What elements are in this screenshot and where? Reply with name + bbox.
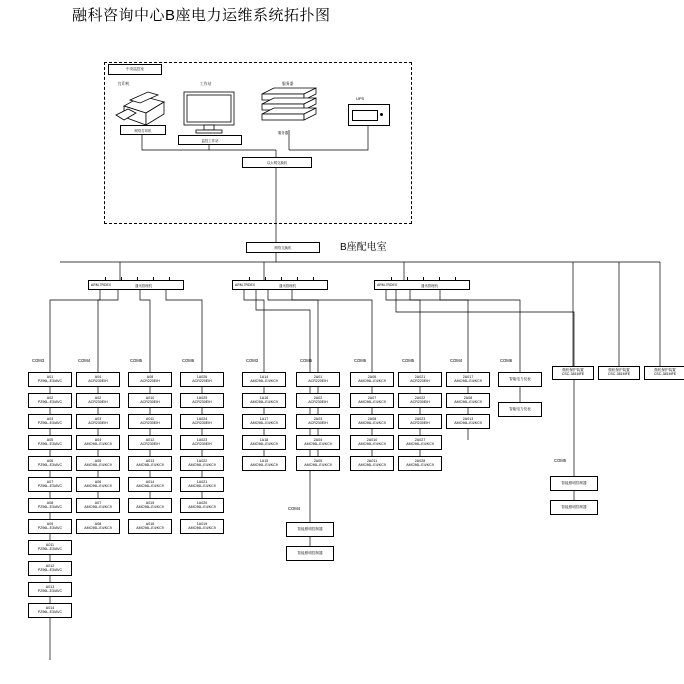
relay-label: 微机保护装置: [562, 368, 584, 373]
meter-box[interactable]: [398, 414, 442, 429]
meter-tag: A012: [45, 563, 55, 568]
meter-box[interactable]: [242, 414, 286, 429]
meter-tag: A014: [45, 605, 55, 610]
meter-tag: A07: [46, 479, 54, 484]
meter-model: 智能照明控制器: [297, 526, 323, 531]
protection-relay-2[interactable]: [598, 366, 640, 380]
meter-model: AMC96L-E4/KC9: [84, 483, 112, 488]
meter-model: ACR230EIH: [140, 420, 160, 425]
meter-model: 智能照明控制器: [561, 504, 587, 509]
port-label-com6-9: COM6: [500, 358, 513, 363]
gateway-model: ARM-7RDEX: [235, 282, 255, 287]
meter-box[interactable]: [128, 414, 172, 429]
bus-tick: [249, 277, 250, 281]
relay-label: 微机保护装置: [654, 368, 676, 373]
workstation-icon: [178, 88, 240, 136]
meter-box[interactable]: [180, 435, 224, 450]
meter-model: AMC96L-E4/KC9: [84, 504, 112, 509]
meter-model: AMC96L-E4/KC9: [358, 399, 386, 404]
protection-relay-3[interactable]: [644, 366, 684, 380]
meter-box[interactable]: [76, 372, 120, 387]
meter-box[interactable]: [398, 435, 442, 450]
meter-box[interactable]: [350, 372, 394, 387]
b-block-power-room-label: B座配电室: [340, 242, 387, 253]
meter-box[interactable]: [350, 393, 394, 408]
meter-tag: A04: [94, 437, 102, 442]
meter-box[interactable]: [180, 498, 224, 513]
ups-led-icon: [380, 113, 383, 116]
meter-tag: 1A025: [196, 395, 208, 400]
meter-box[interactable]: [76, 498, 120, 513]
meter-box[interactable]: [128, 498, 172, 513]
meter-model: 智能电力仪表: [509, 376, 531, 381]
meter-box[interactable]: [286, 522, 334, 537]
port-label-com3-0: COM3: [32, 358, 45, 363]
meter-tag: 2A017: [462, 374, 474, 379]
meter-box[interactable]: [550, 500, 598, 515]
meter-tag: 2A027: [414, 437, 426, 442]
meter-tag: A08: [46, 500, 54, 505]
meter-model: AMC96L-E4/KC9: [304, 462, 332, 467]
printer-icon: [112, 90, 170, 130]
meter-tag: A011: [145, 416, 155, 421]
meter-model: ACR230EIH: [140, 399, 160, 404]
meter-model: AMC96L-E4/KC9: [406, 441, 434, 446]
meter-model: ACR230EIH: [192, 399, 212, 404]
meter-model: ACR220EIH: [410, 378, 430, 383]
meter-model: ACR220EIH: [140, 378, 160, 383]
meter-tag: A016: [145, 521, 155, 526]
meter-tag: 2A07: [367, 395, 377, 400]
meter-tag: A012: [145, 437, 155, 442]
meter-box[interactable]: [76, 435, 120, 450]
meter-model: AMC96L-E4/KC9: [358, 378, 386, 383]
meter-box[interactable]: [180, 456, 224, 471]
meter-box[interactable]: [180, 414, 224, 429]
meter-tag: 2A04: [313, 437, 323, 442]
printer-caption: 网络打印机: [120, 125, 166, 135]
meter-box[interactable]: [296, 414, 340, 429]
meter-box[interactable]: [296, 372, 340, 387]
meter-model: AMC96L-E4/KC9: [84, 525, 112, 530]
meter-box[interactable]: [350, 435, 394, 450]
bus-tick: [105, 277, 106, 281]
port-label-com5-2: COM5: [130, 358, 143, 363]
meter-box[interactable]: [76, 456, 120, 471]
meter-box[interactable]: [28, 582, 72, 597]
ups-panel: [352, 110, 378, 121]
bus-tick: [265, 277, 266, 281]
bus-tick: [455, 277, 456, 281]
meter-tag: A03: [46, 416, 54, 421]
meter-model: PZ96L-E3/AVC: [37, 483, 63, 488]
port-label-com3-4: COM3: [246, 358, 259, 363]
meter-tag: A02: [46, 395, 54, 400]
meter-tag: 1A020: [196, 500, 208, 505]
meter-tag: 1A14: [259, 374, 269, 379]
meter-box[interactable]: [76, 393, 120, 408]
meter-tag: 1A023: [196, 437, 208, 442]
bus-tick: [313, 277, 314, 281]
meter-tag: A05: [46, 437, 54, 442]
meter-box[interactable]: [242, 456, 286, 471]
meter-model: ACR230EIH: [308, 399, 328, 404]
meter-model: ACR230EIH: [192, 420, 212, 425]
workstation-caption: 监控工作站: [178, 135, 242, 145]
meter-box[interactable]: [128, 372, 172, 387]
relay-model: CSC-381MFE: [561, 372, 585, 376]
meter-model: 智能照明控制器: [561, 480, 587, 485]
meter-box[interactable]: [28, 414, 72, 429]
relay-model: CSC-381MFE: [607, 372, 631, 376]
port-label-com4-10: COM4: [288, 506, 301, 511]
meter-box[interactable]: [180, 519, 224, 534]
bus-tick: [281, 277, 282, 281]
meter-model: PZ96L-E3/AVC: [37, 399, 63, 404]
meter-tag: A01: [46, 374, 54, 379]
meter-model: ACR230EIH: [88, 420, 108, 425]
meter-tag: 1A021: [196, 479, 208, 484]
meter-model: AMC96L-E4/KC9: [454, 420, 482, 425]
relay-model: CSC-381MFE: [653, 372, 677, 376]
printer-title: 打印机: [118, 82, 130, 86]
meter-tag: 2A05: [313, 458, 323, 463]
meter-model: ACR230EIH: [88, 399, 108, 404]
meter-box[interactable]: [28, 498, 72, 513]
meter-box[interactable]: [242, 372, 286, 387]
meter-tag: A015: [145, 500, 155, 505]
meter-box[interactable]: [498, 402, 542, 417]
server-title: 服务器: [282, 82, 294, 86]
meter-tag: 2A028: [414, 458, 426, 463]
meter-tag: 1A18: [259, 437, 269, 442]
meter-box[interactable]: [296, 393, 340, 408]
meter-box[interactable]: [76, 477, 120, 492]
meter-model: AMC96L-E4/KC9: [188, 504, 216, 509]
meter-tag: 1A022: [196, 458, 208, 463]
meter-model: AMC96L-E4/KC9: [84, 441, 112, 446]
meter-model: AMC96L-E4/KC9: [136, 462, 164, 467]
meter-model: AMC96L-E4/KC9: [250, 462, 278, 467]
gateway-model: ARM-7RDEX: [91, 282, 111, 287]
meter-model: PZ96L-E3/AVC: [37, 420, 63, 425]
bus-tick: [439, 277, 440, 281]
meter-model: PZ96L-E3/AVC: [37, 441, 63, 446]
meter-model: ACR220EIH: [308, 378, 328, 383]
meter-model: AMC96L-E4/KC9: [454, 399, 482, 404]
meter-model: AMC96L-E4/KC9: [250, 441, 278, 446]
control-room-label: 中央监控室: [108, 64, 162, 75]
meter-model: AMC96L-E4/KC9: [358, 462, 386, 467]
meter-box[interactable]: [180, 372, 224, 387]
meter-tag: A07: [94, 500, 102, 505]
bus-tick: [391, 277, 392, 281]
meter-tag: 1A019: [196, 521, 208, 526]
meter-tag: 2A03: [313, 416, 323, 421]
meter-model: AMC96L-E4/KC9: [136, 525, 164, 530]
meter-tag: A09: [46, 521, 54, 526]
meter-model: PZ96L-E3/AVC: [37, 546, 63, 551]
meter-box[interactable]: [28, 561, 72, 576]
network-switch[interactable]: 网络交换机: [246, 242, 320, 253]
meter-tag: 2A08: [367, 416, 377, 421]
ups-label: UPS: [356, 96, 365, 101]
meter-model: AMC96L-E4/KC9: [358, 441, 386, 446]
meter-box[interactable]: [242, 435, 286, 450]
meter-model: ACR230EIH: [88, 378, 108, 383]
port-label-com4-1: COM4: [78, 358, 91, 363]
meter-model: ACR230EIH: [410, 399, 430, 404]
meter-box[interactable]: [76, 519, 120, 534]
meter-tag: A013: [145, 458, 155, 463]
meter-box[interactable]: [296, 435, 340, 450]
meter-tag: 1A16: [259, 395, 269, 400]
bus-tick: [407, 277, 408, 281]
bus-tick: [423, 277, 424, 281]
meter-model: AMC96L-E4/KC9: [136, 504, 164, 509]
meter-tag: A05: [94, 458, 102, 463]
meter-tag: 2A011: [366, 458, 378, 463]
port-label-com5-11: COM5: [554, 458, 567, 463]
gateway-label: 通讯管理机: [135, 283, 152, 288]
meter-box[interactable]: [398, 393, 442, 408]
meter-model: ACR230EIH: [140, 441, 160, 446]
meter-model: AMC96L-E4/KC9: [136, 483, 164, 488]
meter-box[interactable]: [350, 456, 394, 471]
port-label-com4-8: COM4: [450, 358, 463, 363]
workstation-title: 工作站: [200, 82, 212, 86]
meter-tag: A06: [94, 479, 102, 484]
meter-box[interactable]: [28, 435, 72, 450]
meter-model: PZ96L-E3/AVC: [37, 609, 63, 614]
meter-box[interactable]: [180, 477, 224, 492]
meter-tag: A011: [45, 542, 55, 547]
meter-model: ACR220EIH: [192, 378, 212, 383]
port-label-com6-6: COM6: [354, 358, 367, 363]
relay-label: 微机保护装置: [608, 368, 630, 373]
meter-model: ACR230EIH: [192, 441, 212, 446]
meter-tag: 1A17: [259, 416, 269, 421]
meter-box[interactable]: [76, 414, 120, 429]
meter-box[interactable]: [128, 477, 172, 492]
port-label-com5-7: COM5: [402, 358, 415, 363]
meter-tag: A08: [94, 521, 102, 526]
meter-box[interactable]: [28, 603, 72, 618]
gateway-label: 通讯管理机: [279, 283, 296, 288]
meter-box[interactable]: [128, 435, 172, 450]
meter-box[interactable]: [498, 372, 542, 387]
meter-tag: 2A02: [313, 395, 323, 400]
meter-model: PZ96L-E3/AVC: [37, 378, 63, 383]
meter-tag: 1A15: [259, 458, 269, 463]
communication-gateway-3[interactable]: [374, 280, 470, 290]
meter-box[interactable]: [398, 372, 442, 387]
meter-tag: A010: [145, 395, 155, 400]
meter-box[interactable]: [242, 393, 286, 408]
meter-model: ACR230EIH: [308, 420, 328, 425]
meter-tag: 1A024: [196, 416, 208, 421]
meter-box[interactable]: [128, 456, 172, 471]
meter-model: AMC96L-E4/KC9: [454, 378, 482, 383]
bus-tick: [297, 277, 298, 281]
meter-model: 智能电力仪表: [509, 406, 531, 411]
meter-model: AMC96L-E4/KC9: [250, 420, 278, 425]
meter-model: AMC96L-E4/KC9: [358, 420, 386, 425]
meter-tag: A04: [94, 374, 102, 379]
meter-model: PZ96L-E3/AVC: [37, 567, 63, 572]
bus-tick: [121, 277, 122, 281]
meter-tag: A06: [46, 458, 54, 463]
meter-box[interactable]: [28, 372, 72, 387]
meter-model: AMC96L-E4/KC9: [250, 378, 278, 383]
bus-tick: [153, 277, 154, 281]
meter-box[interactable]: [28, 519, 72, 534]
meter-model: AMC96L-E4/KC9: [250, 399, 278, 404]
meter-tag: 2A013: [462, 416, 474, 421]
meter-tag: 2A08: [463, 395, 473, 400]
meter-box[interactable]: [180, 393, 224, 408]
meter-box[interactable]: [28, 540, 72, 555]
meter-tag: 2A021: [414, 374, 426, 379]
gateway-model: ARM-7RDEX: [377, 282, 397, 287]
ethernet-switch[interactable]: 以太网交换机: [242, 157, 312, 168]
meter-model: PZ96L-E3/AVC: [37, 504, 63, 509]
meter-box[interactable]: [28, 393, 72, 408]
port-label-com6-3: COM6: [182, 358, 195, 363]
meter-model: AMC96L-E4/KC9: [188, 525, 216, 530]
bus-tick: [169, 277, 170, 281]
meter-box[interactable]: [446, 372, 490, 387]
meter-model: PZ96L-E3/AVC: [37, 588, 63, 593]
meter-model: AMC96L-E4/KC9: [304, 441, 332, 446]
meter-box[interactable]: [350, 414, 394, 429]
meter-box[interactable]: [28, 456, 72, 471]
meter-tag: A02: [94, 395, 102, 400]
meter-model: ACR230EIH: [410, 420, 430, 425]
meter-tag: A08: [146, 374, 154, 379]
meter-box[interactable]: [446, 393, 490, 408]
meter-tag: A013: [45, 584, 55, 589]
communication-gateway-1[interactable]: [88, 280, 184, 290]
meter-box[interactable]: [550, 476, 598, 491]
meter-model: 智能照明控制器: [297, 550, 323, 555]
meter-model: AMC96L-E4/KC9: [188, 462, 216, 467]
meter-model: AMC96L-E4/KC9: [406, 462, 434, 467]
page-title: 融科咨询中心B座电力运维系统拓扑图: [72, 7, 331, 24]
port-label-com5-5: COM5: [300, 358, 313, 363]
meter-tag: 1A026: [196, 374, 208, 379]
meter-tag: A03: [94, 416, 102, 421]
server-icon: [258, 86, 320, 128]
meter-tag: 2A023: [414, 416, 426, 421]
meter-box[interactable]: [446, 414, 490, 429]
meter-tag: 2A010: [366, 437, 378, 442]
meter-model: AMC96L-E4/KC9: [84, 462, 112, 467]
meter-tag: 2A022: [414, 395, 426, 400]
meter-box[interactable]: [286, 546, 334, 561]
meter-tag: 2A01: [313, 374, 323, 379]
meter-box[interactable]: [398, 456, 442, 471]
gateway-label: 通讯管理机: [421, 283, 438, 288]
server-caption: 服务器: [278, 131, 289, 135]
meter-box[interactable]: [128, 519, 172, 534]
meter-tag: A014: [145, 479, 155, 484]
meter-model: PZ96L-E3/AVC: [37, 462, 63, 467]
meter-box[interactable]: [28, 477, 72, 492]
meter-tag: 2A06: [367, 374, 377, 379]
meter-box[interactable]: [128, 393, 172, 408]
meter-box[interactable]: [296, 456, 340, 471]
meter-model: PZ96L-E3/AVC: [37, 525, 63, 530]
protection-relay-1[interactable]: [552, 366, 594, 380]
meter-model: AMC96L-E4/KC9: [188, 483, 216, 488]
bus-tick: [137, 277, 138, 281]
communication-gateway-2[interactable]: [232, 280, 328, 290]
